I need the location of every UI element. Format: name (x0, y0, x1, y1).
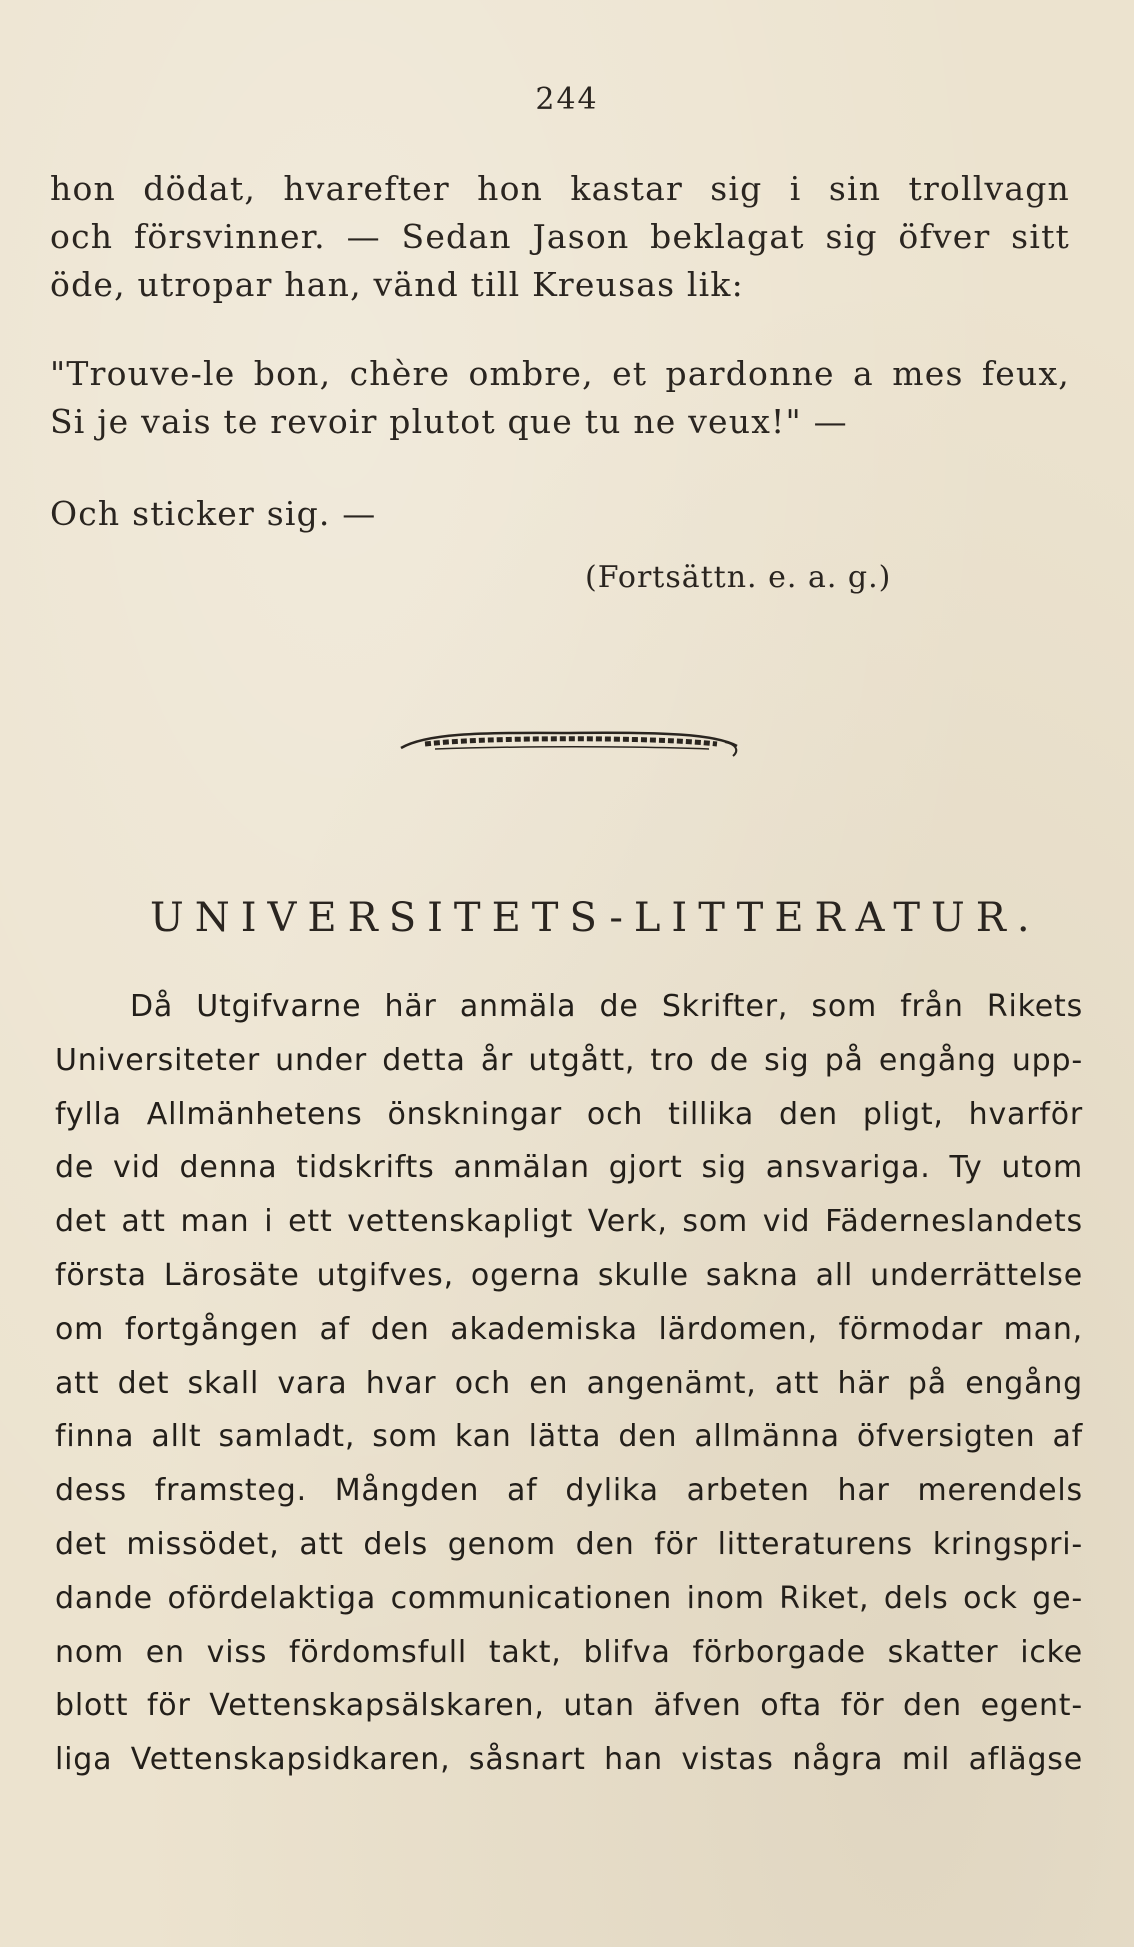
text-line: finna allt samladt, som kan lätta den allmänna öfversigten af (55, 1419, 1083, 1455)
text-line: nom en viss fördomsfull takt, blifva förborgade skatter icke (55, 1634, 1083, 1670)
paragraph-1 (50, 165, 1070, 309)
text-line: de vid denna tidskrifts anmälan gjort sig ansvariga. Ty utom (55, 1150, 1083, 1186)
text-line: första Lärosäte utgifves, ogerna skulle sakna all underrättelse (55, 1257, 1083, 1293)
text-line: Och sticker sig. — (50, 494, 377, 533)
quote-line: "Trouve-le bon, chère ombre, et pardonne a mes feux, (50, 354, 1070, 393)
text-line: öde, utropar han, vänd till Kreusas lik: (50, 265, 744, 304)
text-line: blott för Vettenskapsälskaren, utan äfven ofta för den egent- (55, 1688, 1083, 1724)
text-line: och försvinner. — Sedan Jason beklagat sig öfver sitt (50, 217, 1070, 256)
continuation-note: (Fortsättn. e. a. g.) (585, 560, 892, 595)
text-line: dess framsteg. Mångden af dylika arbeten har merendels (55, 1473, 1083, 1509)
text-line: dande ofördelaktiga communicationen inom Riket, dels ock ge- (55, 1580, 1083, 1616)
text-line: om fortgången af den akademiska lärdomen, förmodar man, (55, 1311, 1083, 1347)
text-line: Universiteter under detta år utgått, tro de sig på engång upp- (55, 1042, 1083, 1078)
text-line: hon dödat, hvarefter hon kastar sig i sin trollvagn (50, 169, 1070, 208)
text-line: det att man i ett vettenskapligt Verk, som vid Fäderneslandets (55, 1204, 1083, 1240)
text-line: fylla Allmänhetens önskningar och tillika den pligt, hvarför (55, 1096, 1083, 1132)
closing-line (50, 490, 1070, 538)
text-line: Då Utgifvarne här anmäla de Skrifter, som från Rikets (130, 989, 1083, 1024)
text-line: att det skall vara hvar och en angenämt, att här på engång (55, 1365, 1083, 1401)
section-body (55, 980, 1083, 1787)
text-line: det missödet, att dels genom den för litteraturens kringspri- (55, 1526, 1083, 1562)
text-line: liga Vettenskapsidkaren, såsnart han vistas några mil aflägse (55, 1742, 1083, 1778)
quote-line: Si je vais te revoir plutot que tu ne veux!" — (50, 402, 848, 441)
ornament-divider-icon (395, 720, 745, 760)
french-quote (50, 350, 1070, 446)
page-number: 244 (535, 82, 599, 117)
section-heading: UNIVERSITETS-LITTERATUR. (150, 895, 1041, 941)
